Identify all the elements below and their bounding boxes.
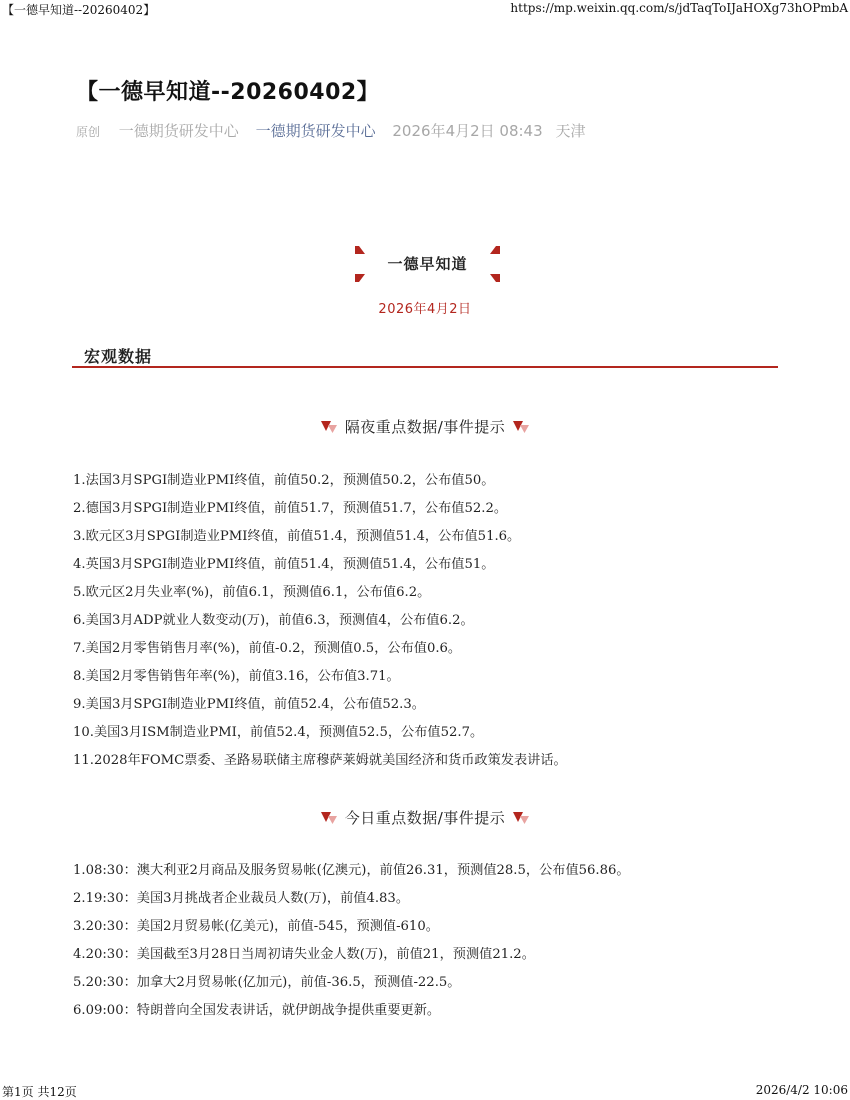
account-link[interactable]: 一德期货研发中心: [255, 122, 376, 140]
list-item: 2.德国3月SPGI制造业PMI终值，前值51.7，预测值51.7，公布值52.2。: [73, 501, 508, 516]
list-item: 3.欧元区3月SPGI制造业PMI终值，前值51.4，预测值51.4，公布值51.6。: [73, 529, 521, 544]
list-item: 5.欧元区2月失业率(%)，前值6.1，预测值6.1，公布值6.2。: [73, 585, 431, 600]
original-tag: 原创: [76, 125, 101, 139]
article-meta: [76, 120, 585, 141]
list-item: 10.美国3月ISM制造业PMI，前值52.4，预测值52.5，公布值52.7。: [73, 725, 484, 740]
triangle-marker-icon: [513, 812, 529, 824]
print-header: [0, 0, 850, 18]
list-item: 4.20:30：美国截至3月28日当周初请失业金人数(万)，前值21，预测值21.2。: [73, 947, 535, 962]
list-item: 1.08:30：澳大利亚2月商品及服务贸易帐(亿澳元)，前值26.31，预测值28.5，公布值56.86。: [73, 863, 630, 878]
list-item: 11.2028年FOMC票委、圣路易联储主席穆萨莱姆就美国经济和货币政策发表讲话。: [73, 753, 567, 768]
section-heading: 宏观数据: [84, 347, 153, 366]
corner-bracket-icon: [355, 274, 365, 282]
print-footer: [0, 1083, 850, 1099]
banner-date: 2026年4月2日: [378, 302, 472, 317]
today-list: [73, 863, 630, 1031]
list-item: 6.09:00：特朗普向全国发表讲话，就伊朗战争提供重要更新。: [73, 1003, 441, 1018]
publish-location: 天津: [555, 122, 586, 140]
list-item: 6.美国3月ADP就业人数变动(万)，前值6.3，预测值4，公布值6.2。: [73, 613, 474, 628]
banner-title: 一德早知道: [387, 255, 468, 273]
list-item: 2.19:30：美国3月挑战者企业裁员人数(万)，前值4.83。: [73, 891, 410, 906]
title-banner: [355, 246, 500, 282]
corner-bracket-icon: [490, 274, 500, 282]
print-header-title: 【一德早知道--20260402】: [2, 3, 156, 17]
publish-datetime: 2026年4月2日 08:43: [392, 122, 543, 140]
triangle-marker-icon: [321, 812, 337, 824]
list-item: 4.英国3月SPGI制造业PMI终值，前值51.4，预测值51.4，公布值51。: [73, 557, 495, 572]
today-heading-text: 今日重点数据/事件提示: [344, 809, 506, 827]
list-item: 8.美国2月零售销售年率(%)，前值3.16，公布值3.71。: [73, 669, 400, 684]
list-item: 7.美国2月零售销售月率(%)，前值-0.2，预测值0.5，公布值0.6。: [73, 641, 462, 656]
triangle-marker-icon: [321, 421, 337, 433]
overnight-heading: [0, 416, 850, 437]
print-timestamp: 2026/4/2 10:06: [755, 1083, 848, 1097]
list-item: 5.20:30：加拿大2月贸易帐(亿加元)，前值-36.5，预测值-22.5。: [73, 975, 461, 990]
overnight-heading-text: 隔夜重点数据/事件提示: [344, 418, 506, 436]
author-name[interactable]: 一德期货研发中心: [118, 122, 239, 140]
list-item: 3.20:30：美国2月贸易帐(亿美元)，前值-545，预测值-610。: [73, 919, 439, 934]
page-count: 第1页 共12页: [2, 1085, 77, 1099]
section-divider: [72, 366, 778, 368]
list-item: 1.法国3月SPGI制造业PMI终值，前值50.2，预测值50.2，公布值50。: [73, 473, 495, 488]
article-title: 【一德早知道--20260402】: [76, 80, 380, 105]
list-item: 9.美国3月SPGI制造业PMI终值，前值52.4，公布值52.3。: [73, 697, 425, 712]
triangle-marker-icon: [513, 421, 529, 433]
print-header-url[interactable]: https://mp.weixin.qq.com/s/jdTaqToIJaHOXg73hOPmbA: [510, 1, 848, 15]
overnight-list: [73, 473, 567, 781]
today-heading: [0, 807, 850, 828]
